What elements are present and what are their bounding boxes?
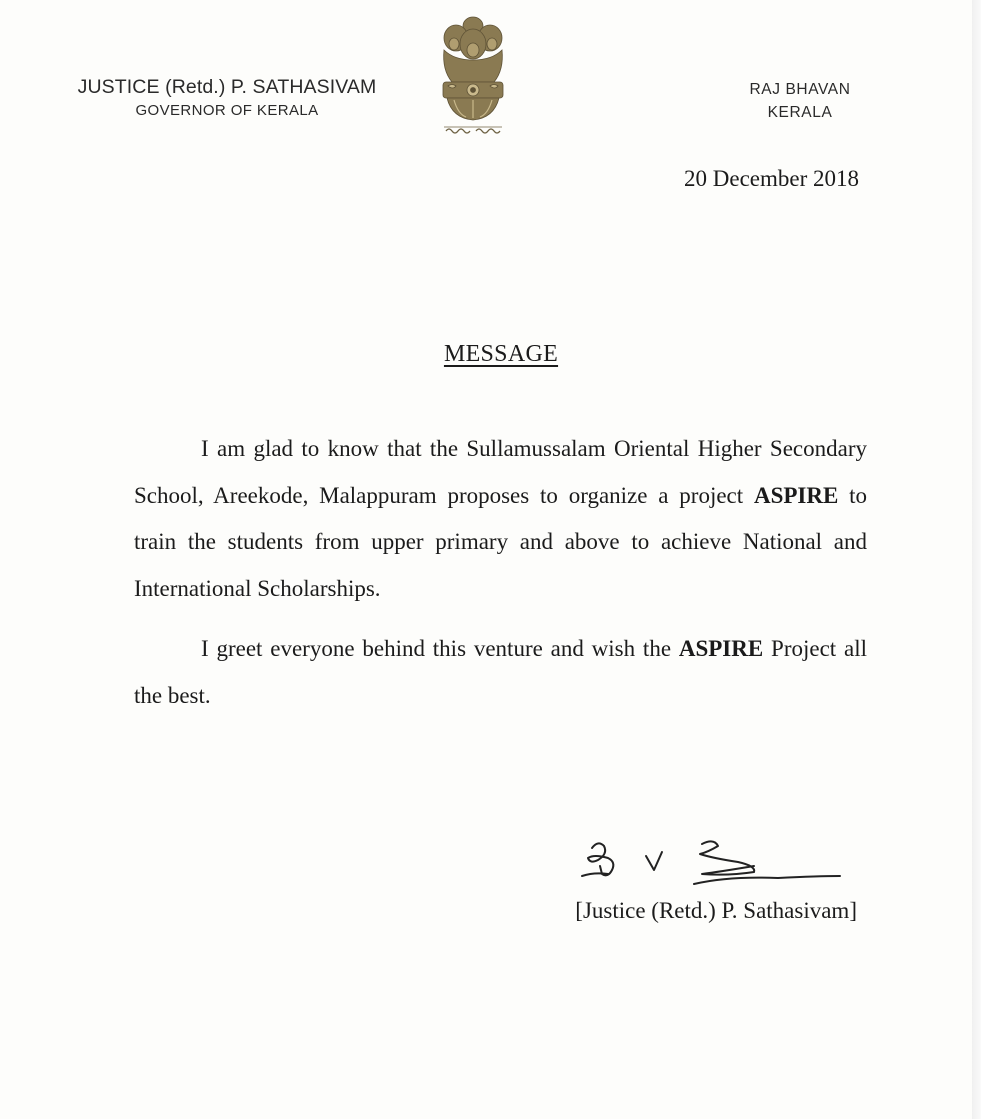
- signature-scrawl: [578, 836, 848, 896]
- address-line-2: KERALA: [767, 104, 833, 121]
- message-paragraph-1: [134, 426, 867, 612]
- paragraph-2-project-name: ASPIRE: [678, 636, 764, 661]
- paragraph-2-text-end: Project all the best.: [134, 636, 867, 708]
- signatory-name: [Justice (Retd.) P. Sathasivam]: [575, 898, 857, 923]
- message-body: [134, 426, 867, 719]
- address-line-1: RAJ BHAVAN: [749, 81, 851, 98]
- paragraph-1-text-end: to train the students from upper primary and above to achieve National and International Scholarships.: [134, 482, 868, 601]
- paragraph-2-text-start: I greet everyone behind this venture and wish the: [201, 636, 679, 661]
- handwritten-signature: [578, 836, 848, 896]
- page-edge: [972, 0, 981, 1119]
- letterhead-sender: [72, 76, 382, 119]
- letterhead-address: [730, 78, 870, 124]
- paragraph-1-project-name: ASPIRE: [753, 482, 839, 508]
- state-emblem-graphic: [432, 10, 514, 140]
- paragraph-1-text-start: I am glad to know that the Sullamussalam Oriental Higher Secondary School, Areekode, Malappuram proposes to organize a project: [134, 436, 867, 508]
- message-heading: MESSAGE: [443, 341, 559, 367]
- state-emblem-icon: [432, 10, 514, 140]
- message-paragraph-2: [134, 626, 867, 719]
- sender-name: JUSTICE (Retd.) P. SATHASIVAM: [77, 76, 377, 98]
- sender-office: GOVERNOR OF KERALA: [135, 102, 319, 119]
- letter-date: 20 December 2018: [684, 166, 859, 191]
